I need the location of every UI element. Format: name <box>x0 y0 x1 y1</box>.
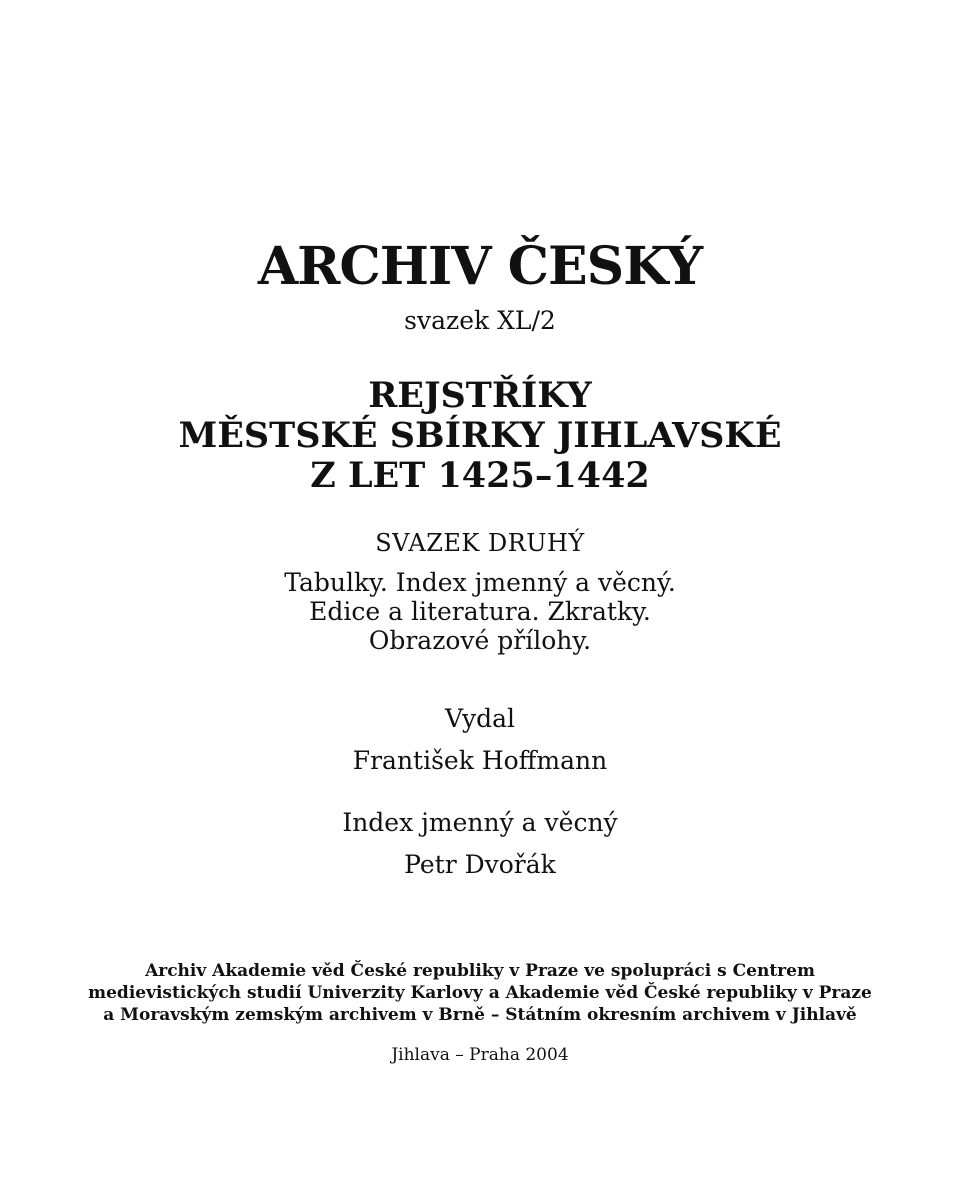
series-volume: svazek XL/2 <box>404 306 556 335</box>
index-author-name: Petr Dvořák <box>404 850 556 879</box>
volume-label: SVAZEK DRUHÝ <box>375 529 585 557</box>
book-title-line: REJSTŘÍKY <box>368 375 592 416</box>
index-label: Index jmenný a věcný <box>342 808 618 837</box>
book-title <box>0 376 960 496</box>
publisher-line: Archiv Akademie věd České republiky v Praze ve spolupráci s Centrem <box>145 961 815 981</box>
book-title-line: Z LET 1425–1442 <box>310 455 650 496</box>
publisher-line: medievistických studií Univerzity Karlovy a Akademie věd České republiky v Praze <box>88 983 872 1003</box>
contents-line: Tabulky. Index jmenný a věcný. <box>284 568 676 597</box>
editor-label: Vydal <box>444 704 516 733</box>
publisher-line: a Moravským zemským archivem v Brně – Státním okresním archivem v Jihlavě <box>103 1005 857 1025</box>
contents-line: Edice a literatura. Zkratky. <box>309 597 651 626</box>
contents-line: Obrazové přílohy. <box>368 626 592 655</box>
editor-name: František Hoffmann <box>352 746 608 775</box>
book-title-line: MĚSTSKÉ SBÍRKY JIHLAVSKÉ <box>178 415 782 456</box>
contents-description <box>0 568 960 655</box>
series-title: ARCHIV ČESKÝ <box>257 236 703 297</box>
imprint: Jihlava – Praha 2004 <box>391 1045 569 1065</box>
publisher-statement <box>0 960 960 1026</box>
